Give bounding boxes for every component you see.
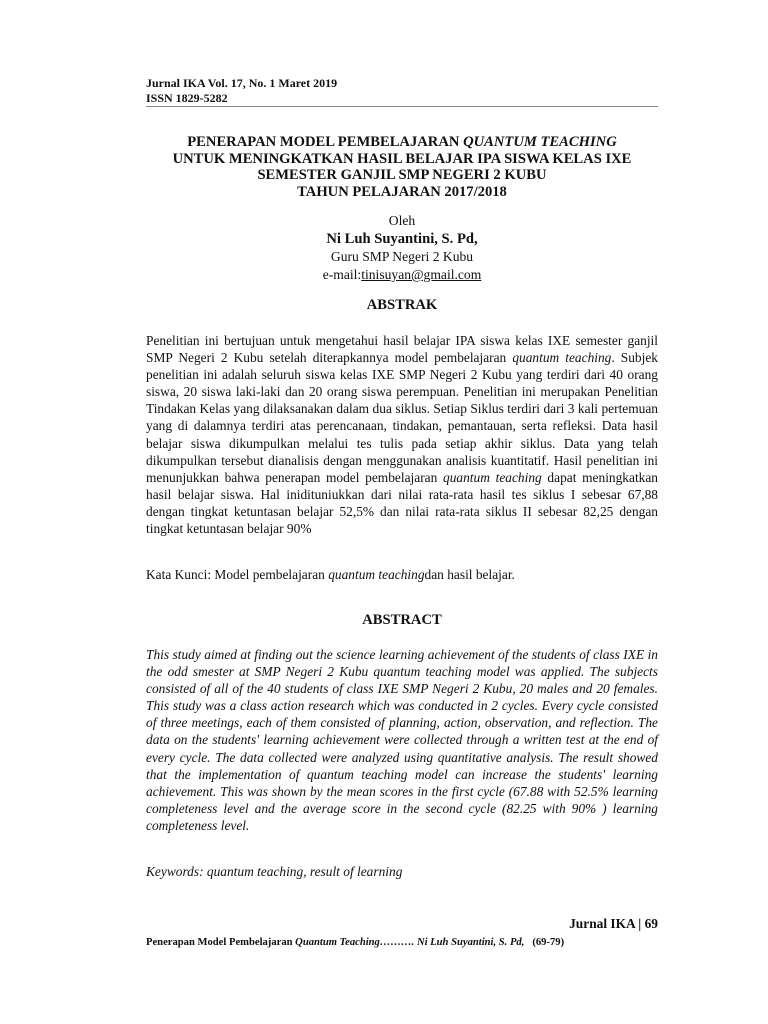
abstrak-paragraph (146, 332, 658, 537)
keywords: Keywords: quantum teaching, result of learning (146, 864, 403, 879)
title-line4: TAHUN PELAJARAN 2017/2018 (297, 183, 507, 200)
running-footer-italic: Quantum Teaching (295, 937, 380, 948)
paper-page (146, 0, 658, 1024)
abstract-paragraph: This study aimed at finding out the science learning achievement of the students of class IXE in the odd smester at SMP Negeri 2 Kubu quantum teaching model was applied. The subjects consisted of all of the 40 students of class IXE SMP Negeri 2 Kubu, 20 males and 20 females. This study was a class action research which was conducted in 2 cycles. Every cycle consisted of three meetings, each of them consisted of planning, action, observation, and reflection. The data on the students' learning achievement were collected through a written test at the end of every cycle. The data collected were analyzed using quantitative analysis. The result showed that the implementation of quantum teaching model can increase the students' learning achievement. This was shown by the mean scores in the first cycle (67.88 with 52.5% learning completeness level and the average score in the second cycle (82.25 with 90% ) learning completeness level. (146, 647, 658, 833)
title-line1-italic: QUANTUM TEACHING (463, 134, 617, 150)
running-footer-prefix: Penerapan Model Pembelajaran (146, 937, 296, 948)
abstrak-text-1: Penelitian ini bertujuan untuk mengetahui hasil belajar IPA siswa kelas IXE semester ganjil SMP Negeri 2 Kubu setelah diterapkannya model pembelajaran (146, 333, 658, 366)
author-by: Oleh (388, 213, 416, 228)
abstract-heading: ABSTRACT (362, 612, 442, 628)
abstrak-text-3: dapat meningkatkan hasil belajar siswa. Hal inidituniukkan dari nilai rata-rata hasil tes siklus I sebesar 67,88 dengan tingkat ketuntasan belajar 52,5% dan nilai rata-rata siklus II sebesar 82,25 dengan tingkat ketuntasan belajar 90% (146, 469, 659, 537)
abstrak-italic-1: quantum teaching (512, 350, 612, 366)
author-affiliation: Guru SMP Negeri 2 Kubu (330, 249, 474, 264)
abstrak-text-2: . Subjek penelitian ini adalah seluruh siswa kelas IXE SMP Negeri 2 Kubu yang terdiri dari 40 orang siswa, 20 siswa laki-laki dan 20 orang siswa perempuan. Penelitian ini merupakan Penelitian Tindakan Kelas yang dilaksanakan dalam dua siklus. Setiap Siklus terdiri dari 3 kali pertemuan yang di dalamnya terdiri atas perencanaan, tindakan, pemantauan, serta refleksi. Data hasil belajar siswa dikumpulkan melalui tes tulis pada setiap akhir siklus. Data yang telah dikumpulkan tersebut dianalisis dengan menggunakan analisis kuantitatif. Hasil penelitian ini menunjukkan bahwa penerapan model pembelajaran (146, 350, 658, 485)
abstrak-italic-2: quantum teaching (443, 469, 542, 485)
email-link[interactable]: tinisuyan@gmail.com (361, 267, 482, 282)
journal-issue: Jurnal IKA Vol. 17, No. 1 Maret 2019 (146, 76, 338, 90)
author-email-line (146, 266, 658, 284)
kata-kunci-prefix: Kata Kunci: Model pembelajaran (146, 567, 329, 582)
footer-page-label: Jurnal IKA | 69 (569, 916, 658, 931)
header-divider (146, 106, 658, 107)
title-line2: UNTUK MENINGKATKAN HASIL BELAJAR IPA SISWA KELAS IXE (172, 150, 632, 167)
paper-title (146, 134, 658, 200)
author-block (146, 212, 658, 284)
running-footer (146, 936, 666, 950)
kata-kunci-suffix: dan hasil belajar. (424, 567, 515, 582)
journal-header (146, 76, 658, 106)
author-name: Ni Luh Suyantini, S. Pd, (326, 231, 478, 247)
kata-kunci-italic: quantum teaching (328, 567, 425, 582)
running-footer-page-range: (69-79) (532, 937, 565, 948)
abstrak-heading: ABSTRAK (366, 297, 438, 313)
title-line3: SEMESTER GANJIL SMP NEGERI 2 KUBU (257, 167, 547, 183)
running-footer-suffix: ………. Ni Luh Suyantini, S. Pd, (379, 937, 525, 948)
email-prefix: e-mail: (322, 267, 362, 282)
kata-kunci (146, 566, 658, 583)
journal-issn: ISSN 1829-5282 (146, 91, 228, 105)
title-line1-prefix: PENERAPAN MODEL PEMBELAJARAN (187, 134, 464, 150)
